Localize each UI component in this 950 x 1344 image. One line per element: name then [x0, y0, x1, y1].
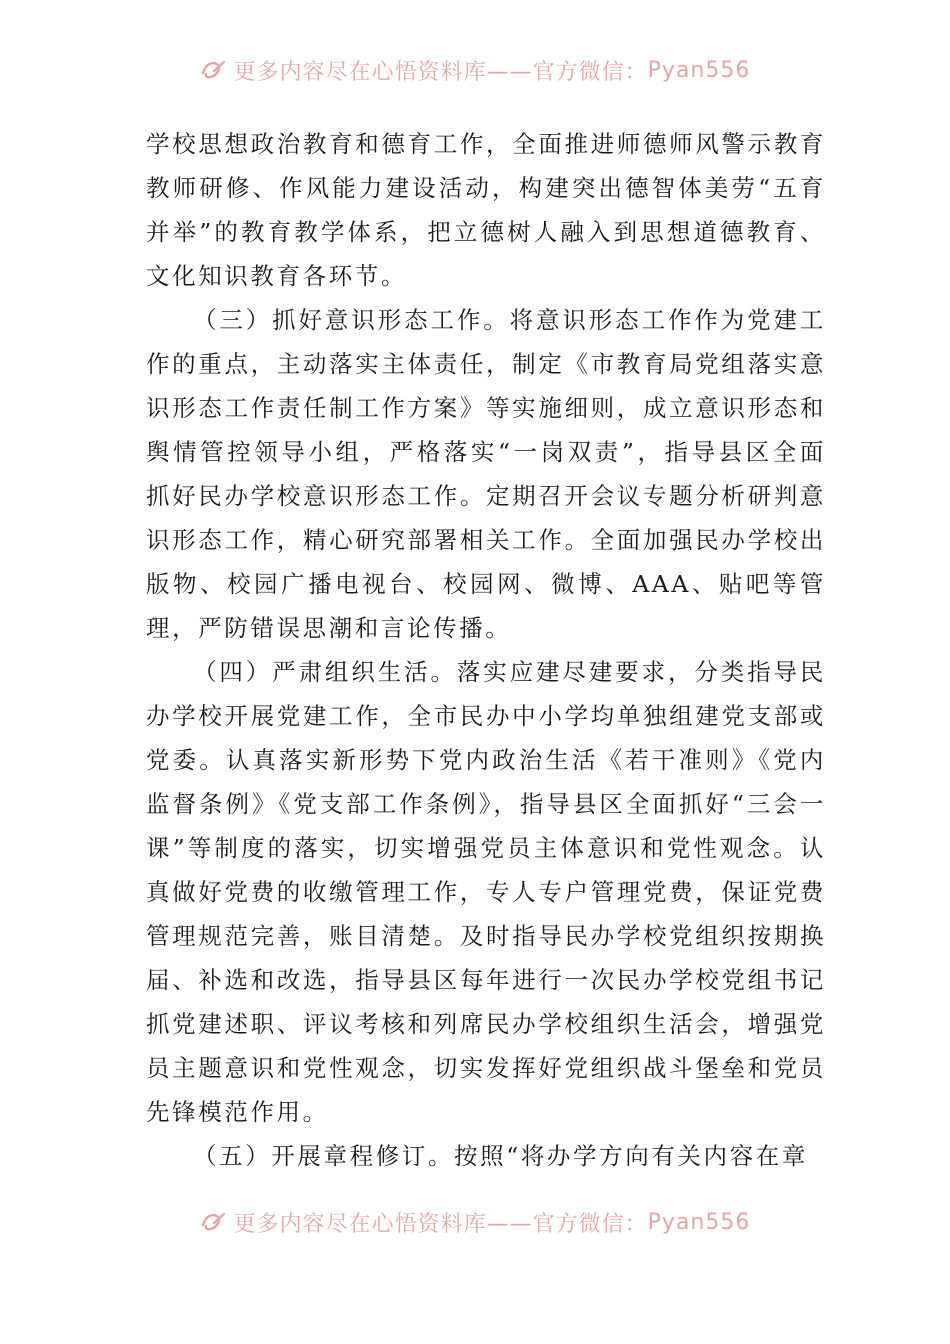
paragraph-continuation: 学校思想政治教育和德育工作，全面推进师德师风警示教育教师研修、作风能力建设活动，构建突出德智体美劳“五育并举”的教育教学体系，把立德树人融入到思想道德教育、文化知识教育各环节。: [146, 130, 826, 290]
brand-logo-icon: [200, 1211, 226, 1233]
header-watermark: [0, 50, 950, 90]
watermark-text: 更多内容尽在心悟资料库——官方微信：: [233, 59, 648, 85]
brand-logo-icon: [200, 59, 226, 81]
watermark-wechat-id: Pyan556: [647, 57, 751, 83]
paragraph-ideology-work: （三）抓好意识形态工作。将意识形态工作作为党建工作的重点，主动落实主体责任，制定《市教育局党组落实意识形态工作责任制工作方案》等实施细则，成立意识形态和舆情管控领导小组，严格落实“一岗双责”，指导县区全面抓好民办学校意识形态工作。定期召开会议专题分析研判意识形态工作，精心研究部署相关工作。全面加强民办学校出版物、校园广播电视台、校园网、微博、AAA、贴吧等管理，严防错误思潮和言论传播。: [146, 306, 826, 642]
watermark-text: 更多内容尽在心悟资料库——官方微信：: [233, 1211, 648, 1237]
paragraph-charter-revision: （五）开展章程修订。按照“将办学方向有关内容在章: [193, 1142, 808, 1170]
document-body: [146, 122, 826, 1178]
watermark-wechat-id: Pyan556: [647, 1209, 751, 1235]
paragraph-organization-life: （四）严肃组织生活。落实应建尽建要求，分类指导民办学校开展党建工作，全市民办中小学均单独组建党支部或党委。认真落实新形势下党内政治生活《若干准则》《党内监督条例》《党支部工作条例》，指导县区全面抓好“三会一课”等制度的落实，切实增强党员主体意识和党性观念。认真做好党费的收缴管理工作，专人专户管理党费，保证党费管理规范完善，账目清楚。及时指导民办学校党组织按期换届、补选和改选，指导县区每年进行一次民办学校党组书记抓党建述职、评议考核和列席民办学校组织生活会，增强党员主题意识和党性观念，切实发挥好党组织战斗堡垒和党员先锋模范作用。: [146, 658, 826, 1126]
footer-watermark: [0, 1202, 950, 1242]
